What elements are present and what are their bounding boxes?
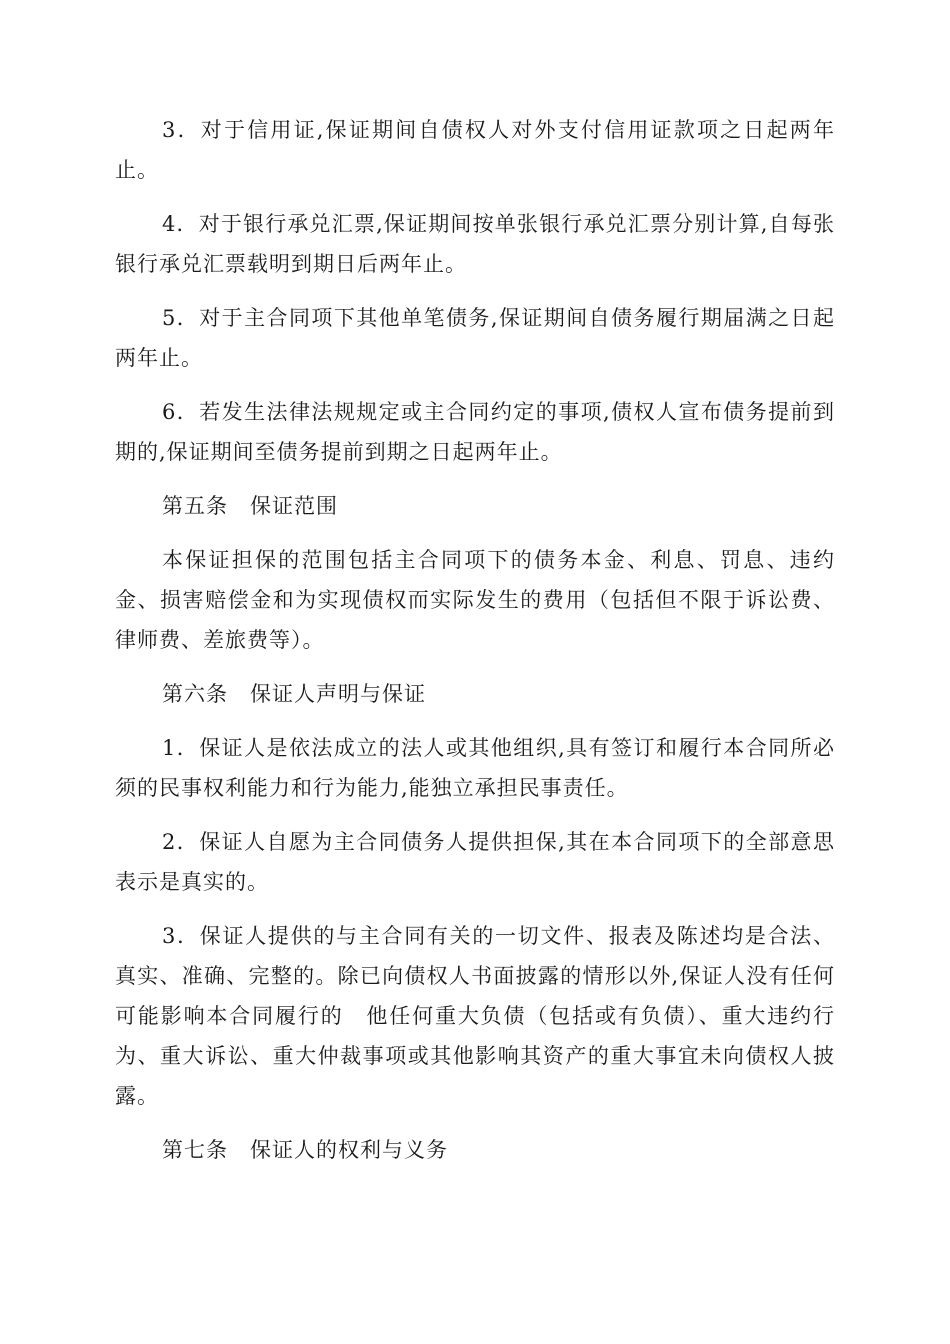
clause-other-single-debt: 5．对于主合同项下其他单笔债务,保证期间自债务履行期届满之日起两年止。 (115, 306, 835, 370)
article-6-item-3: 3．保证人提供的与主合同有关的一切文件、报表及陈述均是合法、真实、准确、完整的。除已向债权人书面披露的情形以外,保证人没有任何可能影响本合同履行的 他任何重大负债（包括或有负债）、重大违约行为、重大诉讼、重大仲裁事项或其他影响其资产的重大事宜未向债权人披露。 (115, 924, 835, 1108)
article-5-heading: 第五条 保证范围 (162, 494, 338, 518)
article-6-heading: 第六条 保证人声明与保证 (162, 682, 426, 706)
article-6-item-1: 1．保证人是依法成立的法人或其他组织,具有签订和履行本合同所必须的民事权利能力和行为能力,能独立承担民事责任。 (115, 736, 835, 800)
clause-early-maturity: 6．若发生法律法规规定或主合同约定的事项,债权人宣布债务提前到期的,保证期间至债务提前到期之日起两年止。 (115, 400, 835, 464)
clause-bank-acceptance-bill: 4．对于银行承兑汇票,保证期间按单张银行承兑汇票分别计算,自每张银行承兑汇票载明到期日后两年止。 (115, 212, 835, 276)
document-body (115, 110, 835, 1184)
article-6-item-2: 2．保证人自愿为主合同债务人提供担保,其在本合同项下的全部意思表示是真实的。 (115, 830, 835, 894)
article-7-heading: 第七条 保证人的权利与义务 (162, 1138, 448, 1162)
article-5-body: 本保证担保的范围包括主合同项下的债务本金、利息、罚息、违约金、损害赔偿金和为实现债权而实际发生的费用（包括但不限于诉讼费、律师费、差旅费等）。 (115, 548, 835, 652)
clause-letter-of-credit: 3．对于信用证,保证期间自债权人对外支付信用证款项之日起两年止。 (115, 118, 835, 182)
